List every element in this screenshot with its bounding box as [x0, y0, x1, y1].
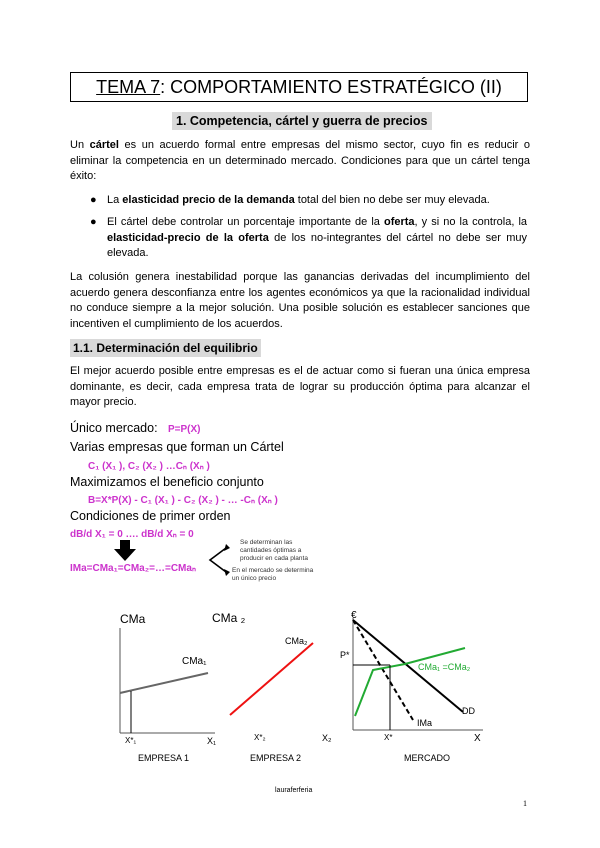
bullet-item: ● El cártel debe controlar un porcentaje importante de la oferta, y si no la controla, la elasticidad-precio de la oferta de los no-integrantes del cártel no debe ser muy elevada.	[90, 216, 528, 259]
intro-paragraph: Un cártel es un acuerdo formal entre empresas del mismo sector, cuyo fin es reducir o eliminar la competencia en un determinado mercado. Condiciones para que un cártel tenga éxito:	[70, 139, 530, 182]
page-number: 1	[523, 799, 527, 808]
paragraph-acuerdo: El mejor acuerdo posible entre empresas es el de actuar como si fueran una única empresa dominante, es decir, cada empresa trata de lograr su producción óptima para alcanzar el mayor precio.	[70, 365, 530, 408]
g1-curve-label: CMa₁	[182, 656, 207, 667]
g3-curve-label: CMa₁ =CMa₂	[418, 662, 471, 672]
down-arrow-icon	[113, 540, 137, 562]
g1-xstar: X*₁	[125, 736, 137, 745]
g2-xaxis-label: X₂	[322, 733, 332, 743]
g2-curve-label: CMa₂	[285, 636, 308, 646]
g3-ima-label: IMa	[417, 718, 433, 728]
note-cantidades: Se determinan las cantidades óptimas a producir en cada planta	[240, 539, 308, 562]
g1-xaxis-label: X₁	[207, 736, 217, 746]
foc-equation: dB/d X₁ = 0 …. dB/d Xₙ = 0	[70, 529, 194, 540]
g3-cma-line	[355, 648, 465, 716]
g2-cma-line	[230, 643, 313, 715]
g3-dd-label: DD	[462, 706, 475, 716]
maximizamos: Maximizamos el beneficio conjunto	[70, 475, 264, 489]
g2-title: CMa ₂	[212, 611, 246, 625]
g3-yaxis-label: €	[351, 610, 357, 621]
equilibrium-condition: IMa=CMa₁=CMa₂=…=CMaₙ	[70, 563, 196, 574]
g2-xstar: X*₂	[254, 733, 266, 742]
g3-ima-line	[353, 620, 413, 720]
g2-caption: EMPRESA 2	[250, 753, 302, 763]
g3-pstar: P*	[340, 650, 350, 660]
g3-xstar: X*	[384, 733, 393, 742]
note-precio: En el mercado se determina un único precio	[232, 567, 314, 582]
varias-empresas: Varias empresas que forman un Cártel	[70, 440, 284, 454]
paragraph-colusion: La colusión genera inestabilidad porque las ganancias derivadas del incumplimiento del acuerdo genera desconfianza entre los agentes económicos ya que la racionalidad individual no conduce siempre a la mejor solución. Una posible solución es establecer sanciones que incentiven el cumplimiento de los acuerdos.	[70, 271, 530, 330]
g3-caption: MERCADO	[404, 753, 451, 763]
bullet-item: ● La elasticidad precio de la demanda total del bien no debe ser muy elevada.	[90, 194, 490, 206]
g1-caption: EMPRESA 1	[138, 753, 190, 763]
condiciones: Condiciones de primer orden	[70, 509, 231, 523]
footer-author: lauraferferia	[275, 787, 313, 794]
cost-functions: C₁ (X₁ ), C₂ (X₂ ) …Cₙ (Xₙ )	[88, 461, 210, 472]
g3-xaxis-label: X	[474, 733, 481, 744]
section-heading-2: 1.1. Determinación del equilibrio	[70, 339, 261, 357]
graph-mercado	[345, 608, 485, 748]
g1-cma-line	[120, 673, 208, 693]
g1-title: CMa	[120, 612, 146, 626]
page-title: TEMA 7: COMPORTAMIENTO ESTRATÉGICO (II)	[70, 72, 528, 102]
unico-mercado: Único mercado: P=P(X)	[70, 421, 201, 435]
benefit-function: B=X*P(X) - C₁ (X₁ ) - C₂ (X₂ ) - … -Cₙ (Xₙ )	[88, 495, 278, 506]
section-heading-1: 1. Competencia, cártel y guerra de precios	[172, 112, 432, 130]
graph-empresa-1	[110, 608, 220, 753]
graph-empresa-2	[218, 608, 333, 753]
